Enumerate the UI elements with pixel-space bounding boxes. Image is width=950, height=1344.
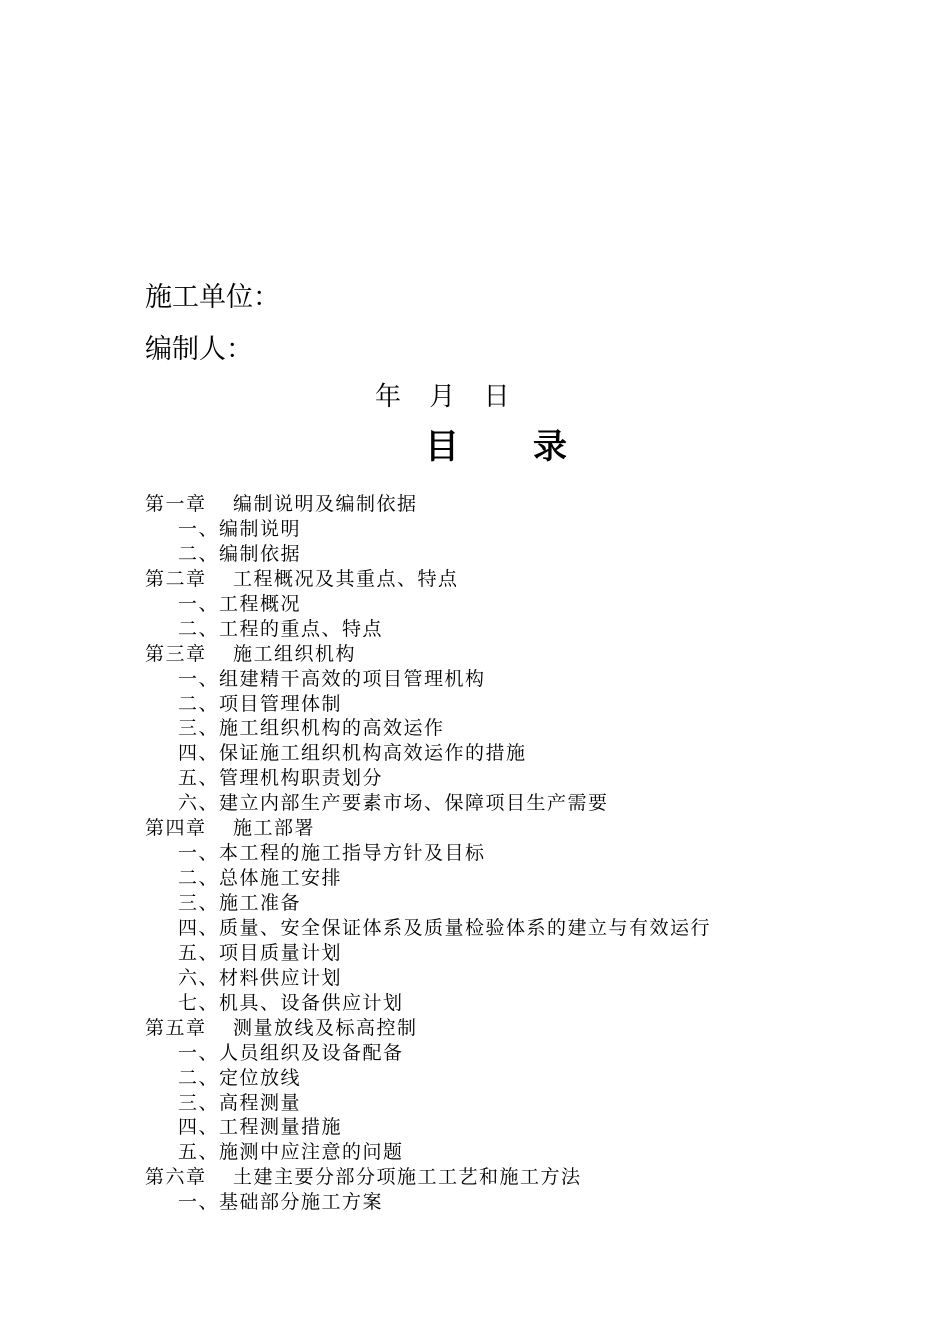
toc-chapter-entry (145, 642, 925, 667)
date-month: 月 (429, 382, 456, 412)
toc-section-title: 四、保证施工组织机构高效运作的措施 (178, 742, 527, 765)
toc-chapter-entry (145, 1016, 925, 1041)
toc-section-title: 七、机具、设备供应计划 (178, 991, 404, 1014)
toc-chapter-number: 第一章 (145, 493, 207, 515)
toc-section-entry (145, 1140, 925, 1165)
toc-section-entry (145, 692, 925, 717)
toc-section-entry (145, 916, 925, 941)
toc-title (425, 427, 567, 467)
toc-section-entry (145, 517, 925, 542)
toc-section-entry (145, 716, 925, 741)
toc-title-right: 录 (533, 427, 567, 467)
toc-chapter-number: 第四章 (145, 817, 207, 840)
toc-section-entry (145, 592, 925, 617)
toc-section-entry (145, 941, 925, 966)
date-year: 年 (375, 382, 402, 412)
toc-section-title: 二、总体施工安排 (178, 867, 343, 890)
toc-chapter-number: 第六章 (145, 1166, 207, 1189)
toc-chapter-entry (145, 816, 925, 841)
toc-chapter-title: 土建主要分部分项施工工艺和施工方法 (233, 1166, 582, 1189)
toc-section-entry (145, 1091, 925, 1116)
toc-section-title: 六、建立内部生产要素市场、保障项目生产需要 (178, 792, 609, 815)
toc-section-entry (145, 741, 925, 766)
toc-section-entry (145, 1115, 925, 1140)
toc-section-entry (145, 1066, 925, 1091)
toc-section-entry (145, 542, 925, 567)
toc-section-entry (145, 891, 925, 916)
toc-section-title: 一、基础部分施工方案 (178, 1191, 384, 1214)
toc-title-left: 目 (425, 427, 459, 467)
toc-section-title: 三、施工组织机构的高效运作 (178, 717, 445, 740)
toc-section-entry (145, 1190, 925, 1215)
toc-section-entry (145, 866, 925, 891)
toc-chapter-entry (145, 492, 925, 517)
toc-chapter-title: 测量放线及标高控制 (233, 1016, 418, 1039)
author-label: 编制人： (145, 334, 253, 365)
toc-section-title: 四、质量、安全保证体系及质量检验体系的建立与有效运行 (178, 916, 712, 939)
toc-section-title: 二、定位放线 (178, 1066, 302, 1089)
date-day: 日 (483, 382, 510, 412)
date-line (375, 384, 530, 410)
toc-chapter-entry (145, 1165, 925, 1190)
toc-chapter-title: 工程概况及其重点、特点 (233, 567, 459, 590)
toc-section-title: 一、工程概况 (178, 592, 302, 615)
toc-section-entry (145, 667, 925, 692)
toc-chapter-number: 第二章 (145, 567, 207, 590)
toc-section-title: 一、人员组织及设备配备 (178, 1041, 404, 1064)
toc-section-title: 三、高程测量 (178, 1091, 302, 1114)
toc-section-entry (145, 617, 925, 642)
toc-section-title: 二、项目管理体制 (178, 692, 343, 715)
toc-chapter-title: 施工部署 (233, 817, 316, 840)
toc-section-title: 五、项目质量计划 (178, 941, 343, 964)
toc-section-entry (145, 991, 925, 1016)
toc-section-entry (145, 966, 925, 991)
toc-section-entry (145, 841, 925, 866)
toc-section-title: 一、组建精干高效的项目管理机构 (178, 667, 486, 690)
toc-chapter-title: 施工组织机构 (233, 642, 357, 665)
toc-section-title: 二、编制依据 (178, 542, 302, 565)
toc-chapter-number: 第三章 (145, 642, 207, 665)
table-of-contents (145, 492, 925, 1215)
toc-section-entry (145, 766, 925, 791)
toc-section-title: 五、管理机构职责划分 (178, 767, 384, 790)
toc-chapter-title: 编制说明及编制依据 (233, 493, 418, 515)
toc-section-title: 一、本工程的施工指导方针及目标 (178, 842, 486, 865)
toc-chapter-number: 第五章 (145, 1016, 207, 1039)
toc-section-title: 五、施测中应注意的问题 (178, 1141, 404, 1164)
construction-unit-label: 施工单位： (145, 282, 280, 313)
toc-chapter-entry (145, 567, 925, 592)
toc-section-title: 二、工程的重点、特点 (178, 617, 384, 640)
toc-section-title: 六、材料供应计划 (178, 966, 343, 989)
toc-section-entry (145, 1041, 925, 1066)
toc-section-title: 一、编制说明 (178, 517, 302, 540)
toc-section-title: 四、工程测量措施 (178, 1116, 343, 1139)
toc-section-entry (145, 791, 925, 816)
toc-section-title: 三、施工准备 (178, 892, 302, 914)
